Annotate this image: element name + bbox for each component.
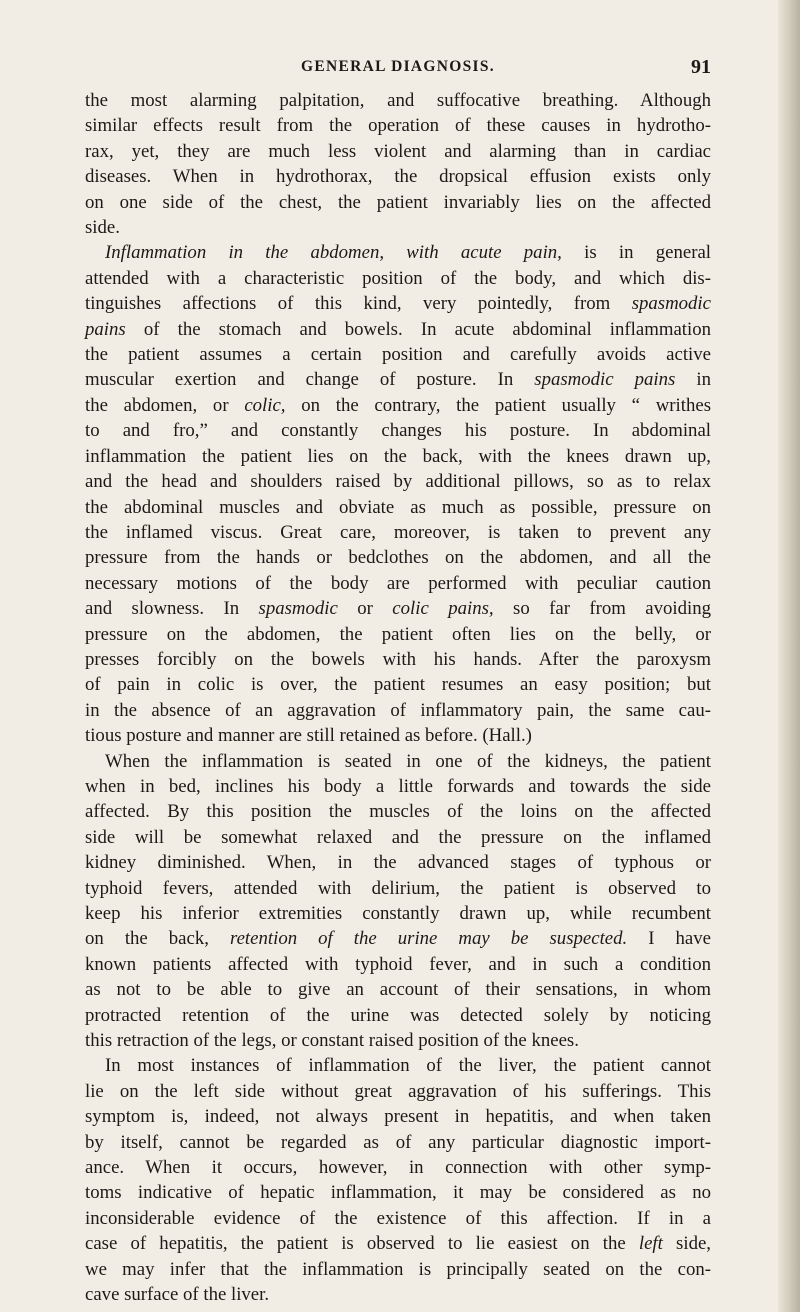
text-line: in the absence of an aggravation of inflammatory pain, the same cau- — [85, 699, 711, 721]
italic-text: retention of the urine may be suspected. — [229, 928, 628, 950]
text-line: kidney diminished. When, in the advanced stages of typhous or — [85, 852, 711, 874]
italic-text: spasmodic pains — [534, 369, 676, 391]
text-line: side. — [85, 217, 120, 239]
text-line: by itself, cannot be regarded as of any particular diagnostic import- — [85, 1131, 711, 1153]
text-line: the most alarming palpitation, and suffocative breathing. Although — [85, 90, 711, 111]
text-line: keep his inferior extremities constantly drawn up, while recumbent — [85, 903, 711, 924]
text-line: attended with a characteristic position of the body, and which dis- — [85, 267, 711, 289]
text-line: When the inflammation is seated in one of the kidneys, the patient — [105, 750, 711, 772]
text-line: the inflamed viscus. Great care, moreover, is taken to prevent any — [85, 521, 711, 543]
text-line: when in bed, inclines his body a little forwards and towards the side — [85, 775, 711, 797]
text-line: pains of the stomach and bowels. In acute abdominal inflammation — [85, 318, 711, 340]
page-number: 91 — [691, 56, 711, 78]
running-title: GENERAL DIAGNOSIS. — [301, 58, 495, 75]
text-line: presses forcibly on the bowels with his hands. After the paroxysm — [85, 648, 711, 670]
text-line: pressure on the abdomen, the patient often lies on the belly, or — [85, 623, 711, 645]
text-line: and the head and shoulders raised by additional pillows, so as to relax — [85, 471, 711, 493]
text-line: inconsiderable evidence of the existence of this affection. If in a — [85, 1207, 711, 1229]
italic-text: spasmodic — [631, 293, 711, 315]
text-line: affected. By this position the muscles of the loins on the affected — [85, 801, 711, 823]
text-line: as not to be able to give an account of their sensations, in whom — [85, 979, 711, 1001]
text-line: side will be somewhat relaxed and the pressure on the inflamed — [85, 826, 711, 848]
text-line: we may infer that the inflammation is principally seated on the con- — [85, 1258, 711, 1280]
text-line: on one side of the chest, the patient invariably lies on the affected — [85, 191, 711, 213]
text-line: diseases. When in hydrothorax, the dropsical effusion exists only — [85, 166, 711, 188]
text-line: the patient assumes a certain position and carefully avoids active — [85, 344, 711, 366]
text-line: toms indicative of hepatic inflammation, it may be considered as no — [85, 1182, 711, 1204]
text-line: to and fro,” and constantly changes his posture. In abdominal — [85, 420, 711, 442]
page-header — [85, 58, 711, 82]
text-line: typhoid fevers, attended with delirium, the patient is observed to — [85, 877, 711, 899]
text-line: of pain in colic is over, the patient resumes an easy position; but — [85, 674, 711, 696]
text-line: similar effects result from the operation of these causes in hydrotho- — [85, 115, 711, 137]
italic-text: colic, — [244, 394, 286, 416]
italic-text: Inflammation in the abdomen, with acute pain, — [105, 242, 562, 264]
italic-text: spasmodic — [258, 598, 338, 620]
text-line: and slowness. In spasmodic or colic pains, so far from avoiding — [85, 598, 712, 620]
text-line: Inflammation in the abdomen, with acute pain, is in general — [105, 242, 711, 264]
text-line: ance. When it occurs, however, in connection with other symp- — [85, 1157, 711, 1179]
text-line: tinguishes affections of this kind, very pointedly, from spasmodic — [85, 293, 711, 315]
text-line: the abdomen, or colic, on the contrary, the patient usually “ writhes — [85, 394, 712, 416]
text-line: the abdominal muscles and obviate as much as possible, pressure on — [85, 496, 711, 518]
text-line: inflammation the patient lies on the back, with the knees drawn up, — [85, 445, 711, 467]
text-line: rax, yet, they are much less violent and alarming than in cardiac — [85, 140, 711, 162]
italic-text: colic pains, — [392, 598, 494, 620]
text-line: known patients affected with typhoid fever, and in such a condition — [85, 953, 711, 975]
italic-text: pains — [85, 318, 126, 340]
body-text — [85, 88, 711, 1308]
italic-text: left — [638, 1233, 663, 1255]
text-line: symptom is, indeed, not always present in hepatitis, and when taken — [85, 1106, 711, 1128]
text-line: necessary motions of the body are performed with peculiar caution — [85, 572, 711, 594]
text-line: on the back, retention of the urine may be suspected. I have — [85, 928, 711, 950]
text-line: tious posture and manner are still retained as before. (Hall.) — [85, 725, 532, 747]
page-edge — [778, 0, 800, 1312]
text-line: In most instances of inflammation of the liver, the patient cannot — [105, 1055, 711, 1077]
text-line: muscular exertion and change of posture. In spasmodic pains in — [85, 369, 711, 391]
text-line: protracted retention of the urine was detected solely by noticing — [85, 1004, 711, 1026]
text-line: this retraction of the legs, or constant raised position of the knees. — [85, 1030, 579, 1052]
text-line: pressure from the hands or bedclothes on the abdomen, and all the — [85, 547, 711, 569]
text-line: case of hepatitis, the patient is observed to lie easiest on the left side, — [85, 1233, 711, 1255]
text-line: lie on the left side without great aggravation of his sufferings. This — [85, 1080, 711, 1102]
text-line: cave surface of the liver. — [85, 1284, 270, 1306]
